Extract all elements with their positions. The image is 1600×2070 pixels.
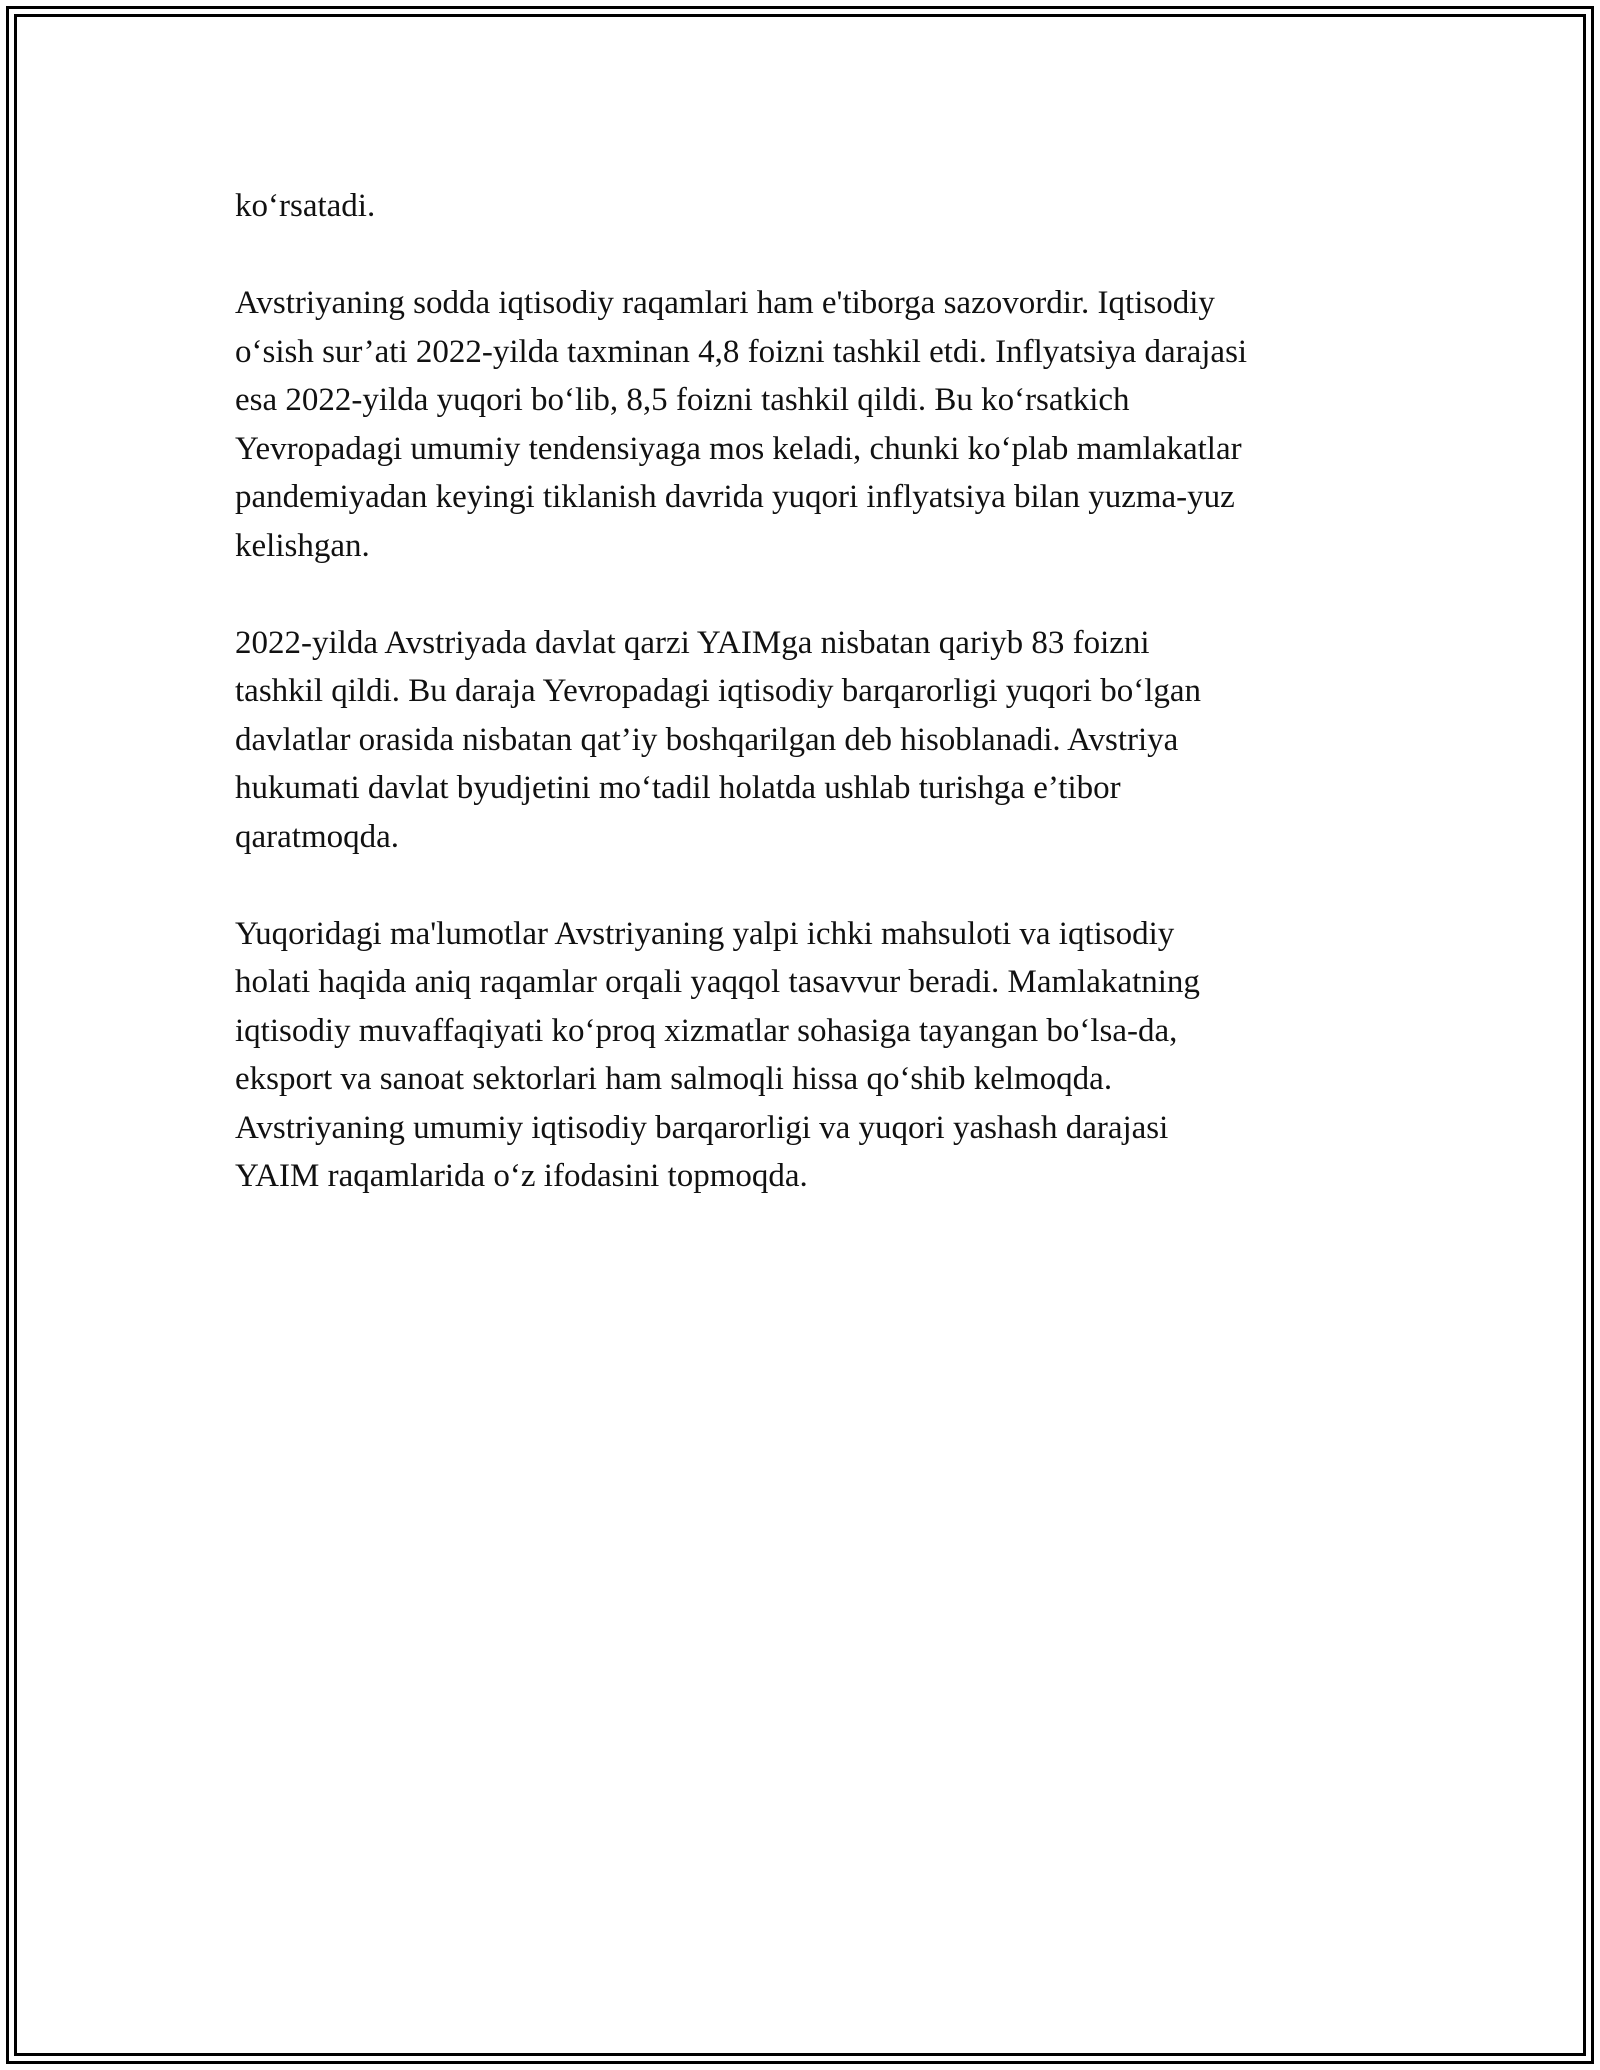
text-line: davlatlar orasida nisbatan qat’iy boshqarilgan deb hisoblanadi. Avstriya — [235, 721, 1179, 758]
text-line: pandemiyadan keyingi tiklanish davrida yuqori inflyatsiya bilan yuzma-yuz — [235, 479, 1235, 515]
document-body — [235, 182, 1375, 1249]
text-line: Avstriyaning sodda iqtisodiy raqamlari ham e'tiborga sazovordir. Iqtisodiy — [235, 285, 1215, 321]
text-line: o‘sish sur’ati 2022-yilda taxminan 4,8 foizni tashkil etdi. Inflyatsiya darajasi — [235, 333, 1248, 370]
text-line: Yevropadagi umumiy tendensiyaga mos keladi, chunki ko‘plab mamlakatlar — [235, 430, 1242, 467]
paragraph-continuation — [235, 182, 1375, 231]
text-line: Avstriyaning umumiy iqtisodiy barqarorligi va yuqori yashash darajasi — [235, 1109, 1169, 1146]
paragraph-public-debt — [235, 619, 1375, 862]
text-line: holati haqida aniq raqamlar orqali yaqqol tasavvur beradi. Mamlakatning — [235, 964, 1200, 1000]
text-line: esa 2022-yilda yuqori bo‘lib, 8,5 foizni tashkil qildi. Bu ko‘rsatkich — [235, 382, 1130, 418]
text-line: iqtisodiy muvaffaqiyati ko‘proq xizmatlar sohasiga tayangan bo‘lsa-da, — [235, 1012, 1178, 1049]
text-line: kelishgan. — [235, 527, 370, 564]
text-line: eksport va sanoat sektorlari ham salmoqli hissa qo‘shib kelmoqda. — [235, 1061, 1113, 1097]
text-line: Yuqoridagi ma'lumotlar Avstriyaning yalpi ichki mahsuloti va iqtisodiy — [235, 915, 1175, 952]
text-line: tashkil qildi. Bu daraja Yevropadagi iqtisodiy barqarorligi yuqori bo‘lgan — [235, 673, 1202, 709]
text-line: qaratmoqda. — [235, 818, 400, 855]
text-line: YAIM raqamlarida o‘z ifodasini topmoqda. — [235, 1158, 808, 1194]
text-line: hukumati davlat byudjetini mo‘tadil holatda ushlab turishga e’tibor — [235, 770, 1121, 806]
text-line: ko‘rsatadi. — [235, 188, 376, 224]
text-line: 2022-yilda Avstriyada davlat qarzi YAIMga nisbatan qariyb 83 foizni — [235, 624, 1150, 661]
paragraph-conclusion — [235, 910, 1375, 1201]
paragraph-economic-indicators — [235, 279, 1375, 570]
